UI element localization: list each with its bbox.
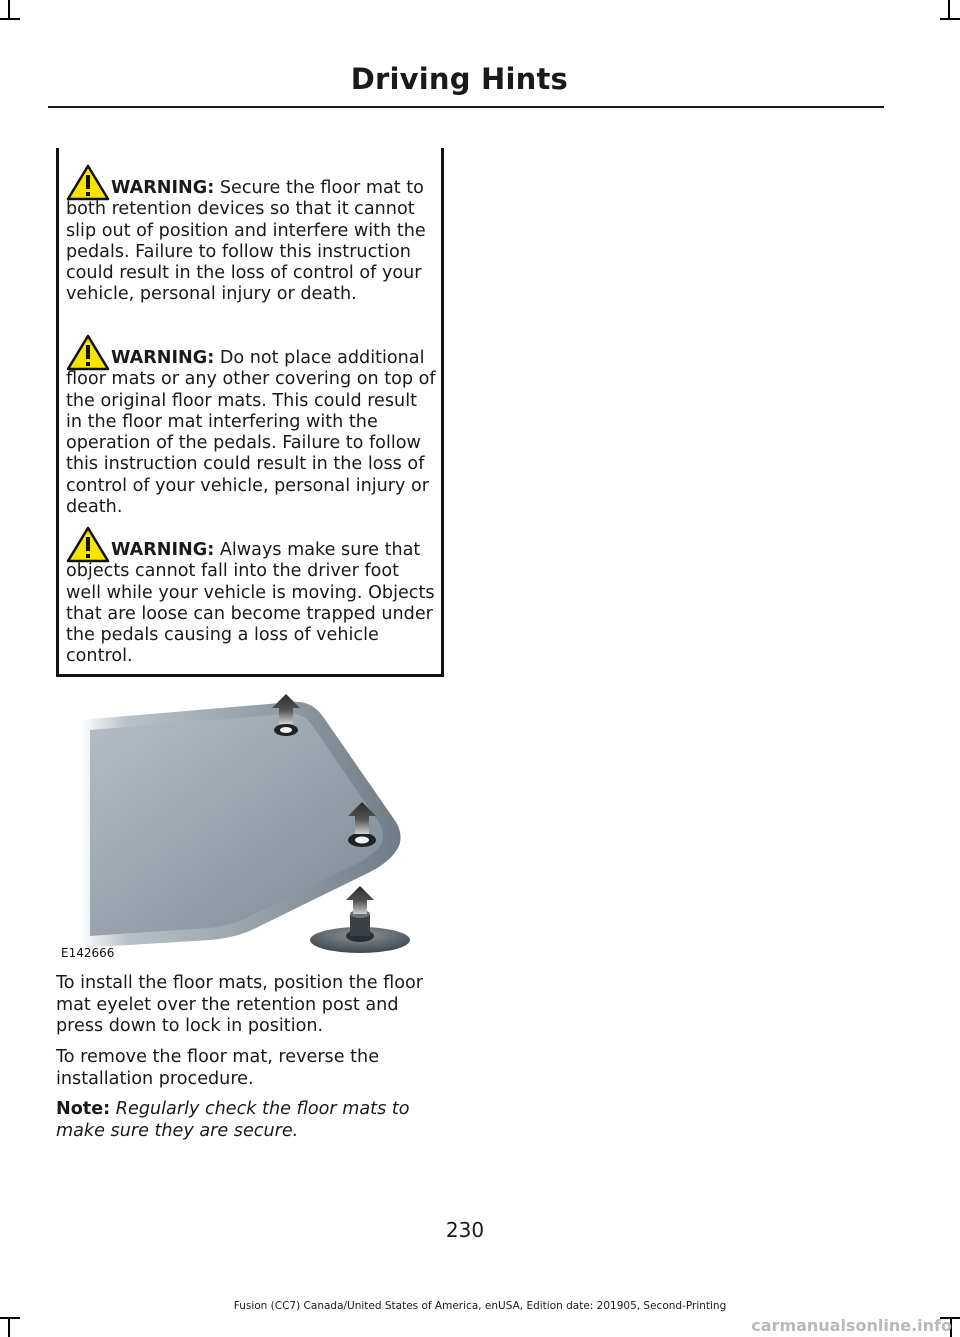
crop-mark: [948, 0, 950, 20]
remove-instructions: To remove the floor mat, reverse the installation procedure.: [56, 1047, 380, 1089]
footer-edition-info: Fusion (CC7) Canada/United States of America, enUSA, Edition date: 201905, Second-Printing: [233, 1300, 727, 1312]
crop-mark: [8, 1317, 10, 1337]
warning-label: WARNING:: [111, 348, 215, 368]
watermark: carmanualsonline.info: [751, 1316, 952, 1335]
header-divider: [48, 106, 884, 108]
warning-triangle-icon: [66, 334, 110, 372]
warning-text: Do not place additional floor mats or any other covering on top of the original floor mats. This could result in the floor mat interfering with the operation of the pedals. Failure to follow this instruction could result in the loss of control of your vehicle, personal injury or death.: [66, 348, 436, 518]
note-text: Regularly check the floor mats to make sure they are secure.: [56, 1099, 410, 1141]
warning-3: [66, 540, 438, 668]
warning-triangle-icon: [66, 164, 110, 202]
arrow-up-icon: [346, 886, 374, 914]
note-label: Note:: [56, 1099, 111, 1119]
warning-label: WARNING:: [111, 540, 215, 560]
warning-label: WARNING:: [111, 178, 215, 198]
warning-2: [66, 348, 438, 518]
figure-code: E142666: [61, 946, 115, 960]
warning-box: [56, 148, 444, 677]
page-header-title: Driving Hints: [350, 62, 568, 96]
crop-mark: [0, 1317, 20, 1319]
warning-text: Always make sure that objects cannot fall into the driver foot well while your vehicle is moving. Objects that are loose can become trapped under the pedals causing a loss of vehicle control.: [66, 540, 435, 667]
note: [56, 1099, 451, 1142]
crop-mark: [940, 18, 960, 20]
install-instructions: To install the floor mats, position the floor mat eyelet over the retention post and press down to lock in position.: [56, 973, 424, 1036]
crop-mark: [8, 0, 10, 20]
crop-mark: [0, 18, 20, 20]
page-number: 230: [445, 1218, 485, 1242]
warning-triangle-icon: [66, 526, 110, 564]
floor-mat-illustration: [80, 690, 420, 960]
warning-1: [66, 178, 438, 306]
warning-text: Secure the floor mat to both retention devices so that it cannot slip out of position and interfere with the pedals. Failure to follow this instruction could result in the loss of control of your vehicle, personal injury or death.: [66, 178, 426, 305]
